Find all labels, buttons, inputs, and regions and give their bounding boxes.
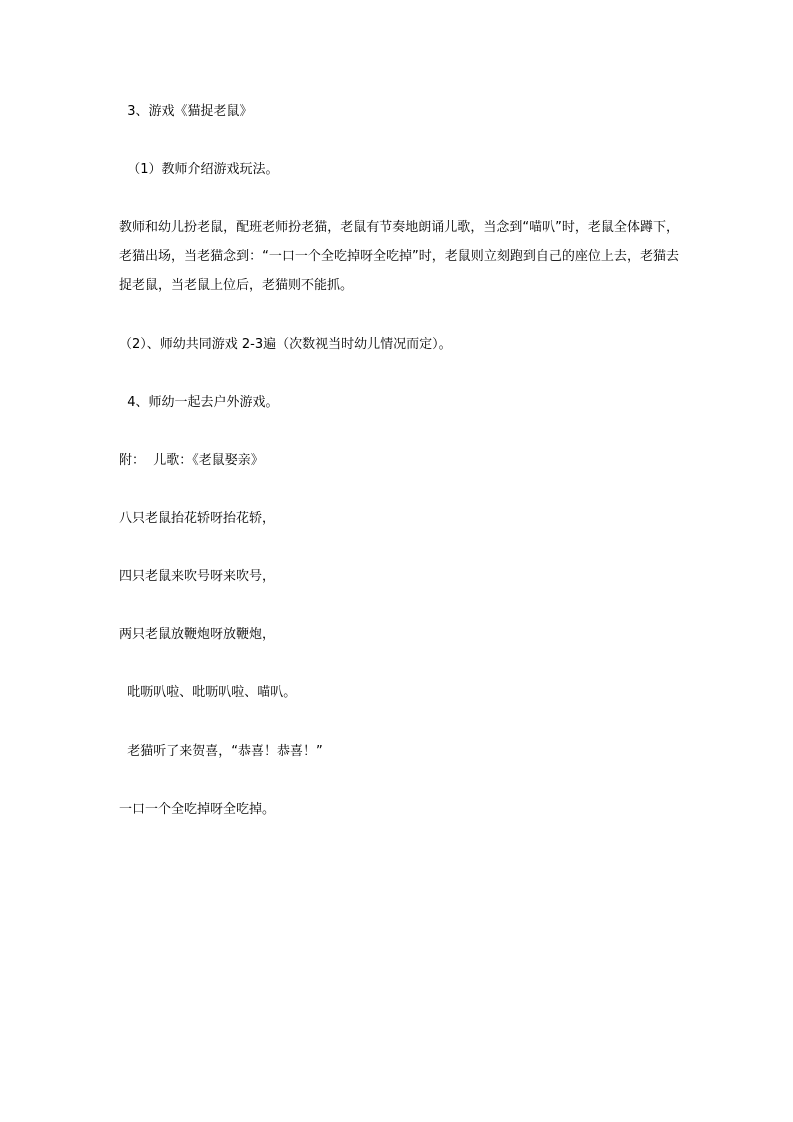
- song-line-3: 两只老鼠放鞭炮呀放鞭炮，: [119, 627, 276, 642]
- song-line-5: 老猫听了来贺喜，“恭喜！恭喜！”: [119, 744, 323, 759]
- song-line-2: 四只老鼠来吹号呀来吹号，: [119, 569, 276, 584]
- step-play-together: （2）、师幼共同游戏 2-3遍（次数视当时幼儿情况而定）。: [119, 337, 452, 352]
- section-heading-game: 3、游戏《猫捉老鼠》: [119, 104, 253, 119]
- song-line-6: 一口一个全吃掉呀全吃掉。: [119, 802, 276, 817]
- song-line-4: 吡呖叭啦、吡呖叭啦、喵叭。: [119, 685, 297, 700]
- appendix-song-title: 附： 儿歌：《老鼠娶亲》: [119, 453, 264, 468]
- step-intro-rules: （1）教师介绍游戏玩法。: [119, 162, 279, 177]
- section-heading-outdoor: 4、师幼一起去户外游戏。: [119, 395, 279, 410]
- game-rules-paragraph: 教师和幼儿扮老鼠，配班老师扮老猫，老鼠有节奏地朗诵儿歌，当念到“喵叭”时，老鼠全体蹲下，老猫出场，当老猫念到：“一口一个全吃掉呀全吃掉”时，老鼠则立刻跑到自己的座位上去，老猫去捉老鼠，当老鼠上位后，老猫则不能抓。: [119, 220, 679, 293]
- song-line-1: 八只老鼠抬花轿呀抬花轿，: [119, 511, 276, 526]
